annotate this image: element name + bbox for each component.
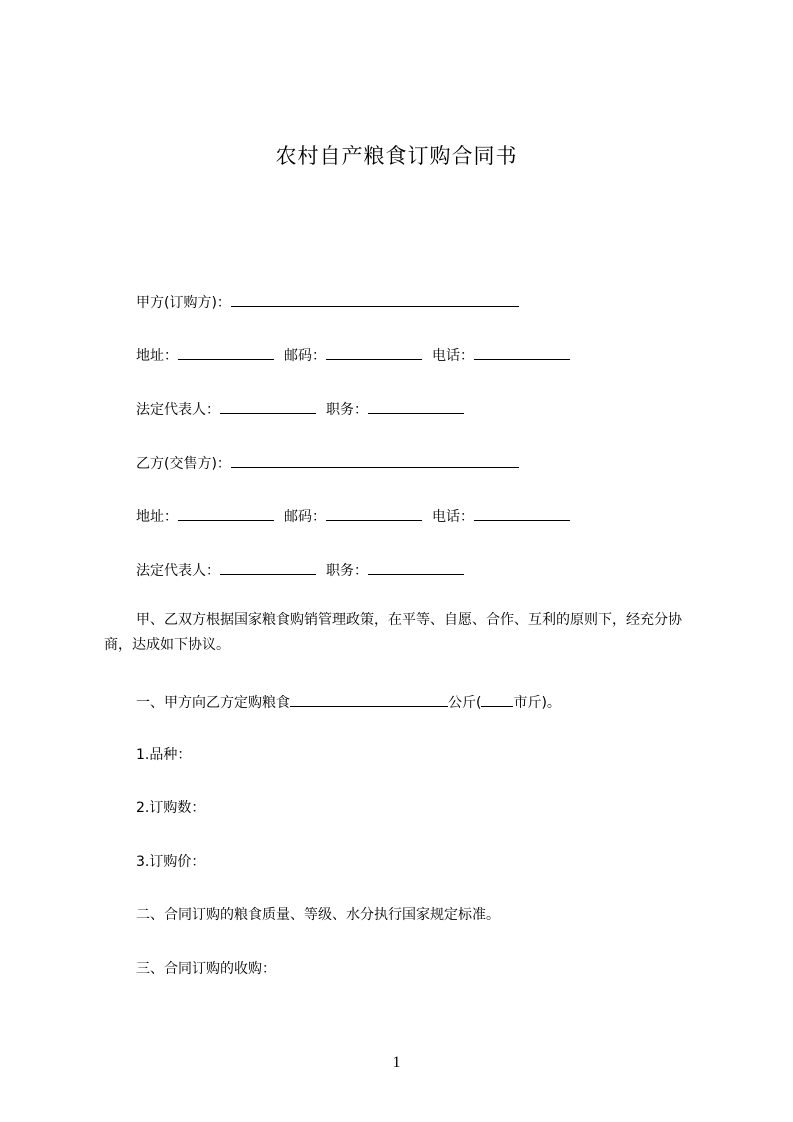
intro-paragraph: 甲、乙双方根据国家粮食购销管理政策，在平等、自愿、合作、互利的原则下，经充分协商，达成如下协议。 bbox=[104, 612, 682, 653]
party-a-postcode-blank[interactable] bbox=[326, 344, 422, 360]
party-b-name-blank[interactable] bbox=[231, 452, 519, 468]
clause-1-unit: 公斤( bbox=[448, 695, 482, 711]
clause-1-jin-blank[interactable] bbox=[481, 691, 513, 707]
clause-2: 二、合同订购的粮食质量、等级、水分执行国家规定标准。 bbox=[136, 907, 500, 923]
party-a-phone-blank[interactable] bbox=[474, 344, 570, 360]
party-a-address-label: 地址： bbox=[136, 348, 178, 364]
clause-1-prefix: 一、甲方向乙方定购粮食 bbox=[136, 695, 290, 711]
party-a-position-label: 职务： bbox=[326, 402, 368, 418]
clause-1-line bbox=[136, 691, 561, 711]
party-b-phone-blank[interactable] bbox=[474, 505, 570, 521]
party-b-address-label: 地址： bbox=[136, 509, 178, 525]
party-b-rep-blank[interactable] bbox=[220, 559, 316, 575]
party-a-line bbox=[136, 291, 519, 311]
party-a-position-blank[interactable] bbox=[368, 398, 464, 414]
party-b-position-label: 职务： bbox=[326, 563, 368, 579]
party-b-address-blank[interactable] bbox=[178, 505, 274, 521]
item-quantity: 2.订购数： bbox=[136, 800, 206, 816]
party-b-postcode-blank[interactable] bbox=[326, 505, 422, 521]
party-a-phone-label: 电话： bbox=[432, 348, 474, 364]
party-a-label: 甲方(订购方)： bbox=[136, 295, 231, 311]
item-variety: 1.品种： bbox=[136, 747, 192, 763]
party-a-contact-line bbox=[136, 344, 570, 364]
party-b-line bbox=[136, 452, 519, 472]
clause-1-kg-blank[interactable] bbox=[290, 691, 448, 707]
party-b-label: 乙方(交售方)： bbox=[136, 456, 231, 472]
party-a-address-blank[interactable] bbox=[178, 344, 274, 360]
clause-3: 三、合同订购的收购： bbox=[136, 961, 276, 977]
document-title: 农村自产粮食订购合同书 bbox=[275, 144, 518, 168]
party-b-contact-line bbox=[136, 505, 570, 525]
party-a-rep-line bbox=[136, 398, 464, 418]
page-number: 1 bbox=[392, 1054, 401, 1071]
item-price: 3.订购价： bbox=[136, 854, 206, 870]
party-b-postcode-label: 邮码： bbox=[284, 509, 326, 525]
party-b-phone-label: 电话： bbox=[432, 509, 474, 525]
party-b-position-blank[interactable] bbox=[368, 559, 464, 575]
party-b-rep-line bbox=[136, 559, 464, 579]
party-a-rep-label: 法定代表人： bbox=[136, 402, 220, 418]
party-b-rep-label: 法定代表人： bbox=[136, 563, 220, 579]
clause-1-suffix: 市斤)。 bbox=[513, 695, 561, 711]
party-a-name-blank[interactable] bbox=[231, 291, 519, 307]
party-a-rep-blank[interactable] bbox=[220, 398, 316, 414]
party-a-postcode-label: 邮码： bbox=[284, 348, 326, 364]
